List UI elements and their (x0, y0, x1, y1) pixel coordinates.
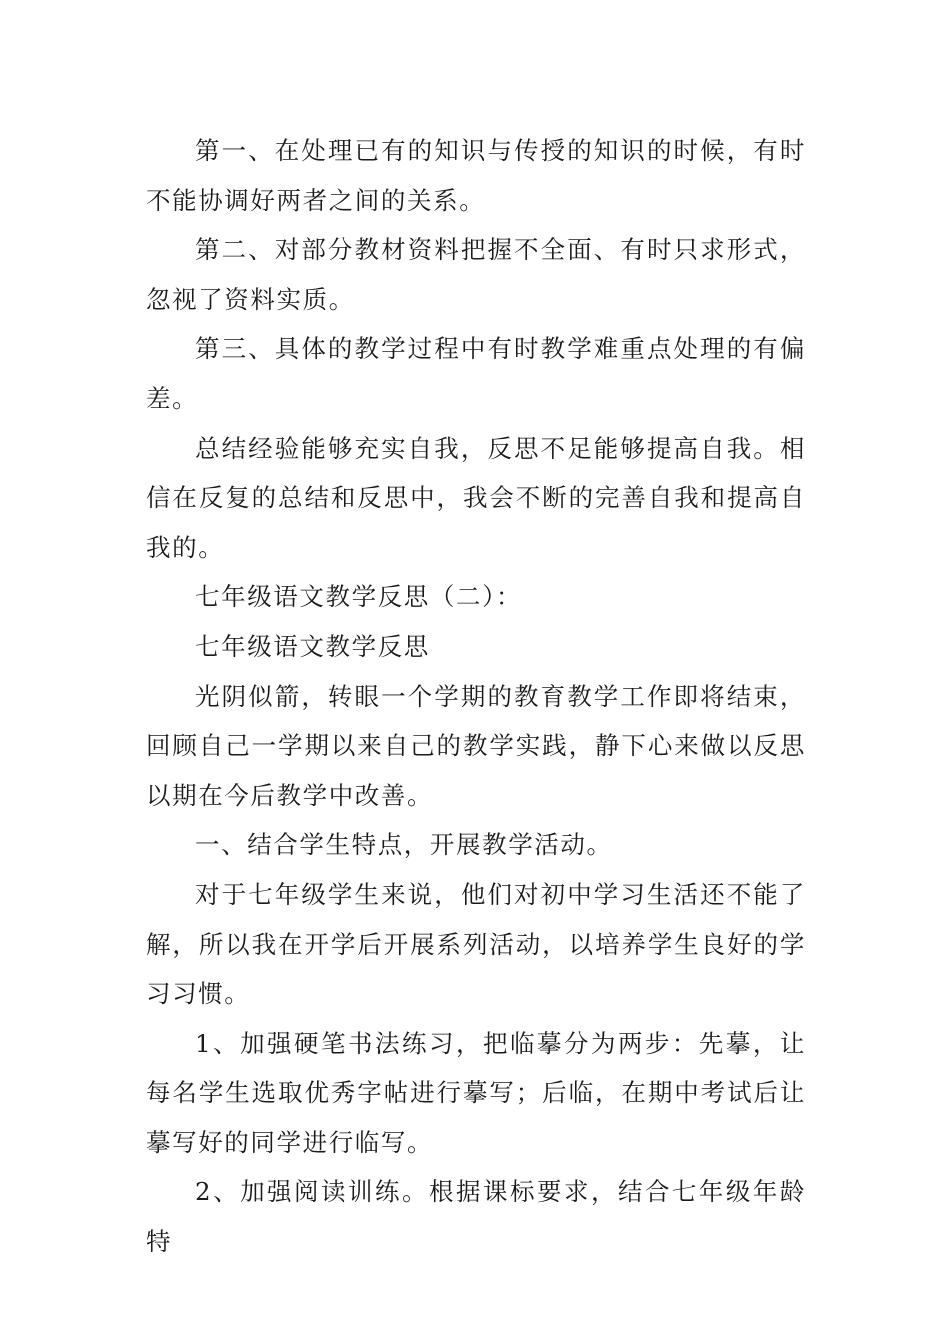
paragraph-issue-2: 第二、对部分教材资料把握不全面、有时只求形式，忽视了资料实质。 (146, 235, 806, 314)
section-heading: 七年级语文教学反思（二）： (195, 582, 523, 612)
paragraph-summary: 总结经验能够充实自我，反思不足能够提高自我。相信在反复的总结和反思中，我会不断的完善自我和提高自我的。 (146, 433, 806, 562)
paragraph-issue-3: 第三、具体的教学过程中有时教学难重点处理的有偏差。 (146, 334, 806, 413)
subheading-part-1: 一、结合学生特点，开展教学活动。 (195, 830, 613, 860)
paragraph-intro: 光阴似箭，转眼一个学期的教育教学工作即将结束，回顾自己一学期以来自己的教学实践，静下心来做以反思以期在今后教学中改善。 (146, 681, 806, 810)
section-title: 七年级语文教学反思 (195, 631, 430, 661)
document-body (146, 126, 806, 1267)
paragraph-students: 对于七年级学生来说，他们对初中学习生活还不能了解，所以我在开学后开展系列活动，以培养学生良好的学习习惯。 (146, 879, 806, 1009)
paragraph-issue-1: 第一、在处理已有的知识与传授的知识的时候，有时不能协调好两者之间的关系。 (146, 136, 806, 215)
paragraph-item-2: 2、加强阅读训练。根据课标要求，结合七年级年龄特 (146, 1177, 806, 1257)
paragraph-item-1: 1、加强硬笔书法练习，把临摹分为两步：先摹，让每名学生选取优秀字帖进行摹写；后临，在期中考试后让摹写好的同学进行临写。 (146, 1028, 806, 1157)
